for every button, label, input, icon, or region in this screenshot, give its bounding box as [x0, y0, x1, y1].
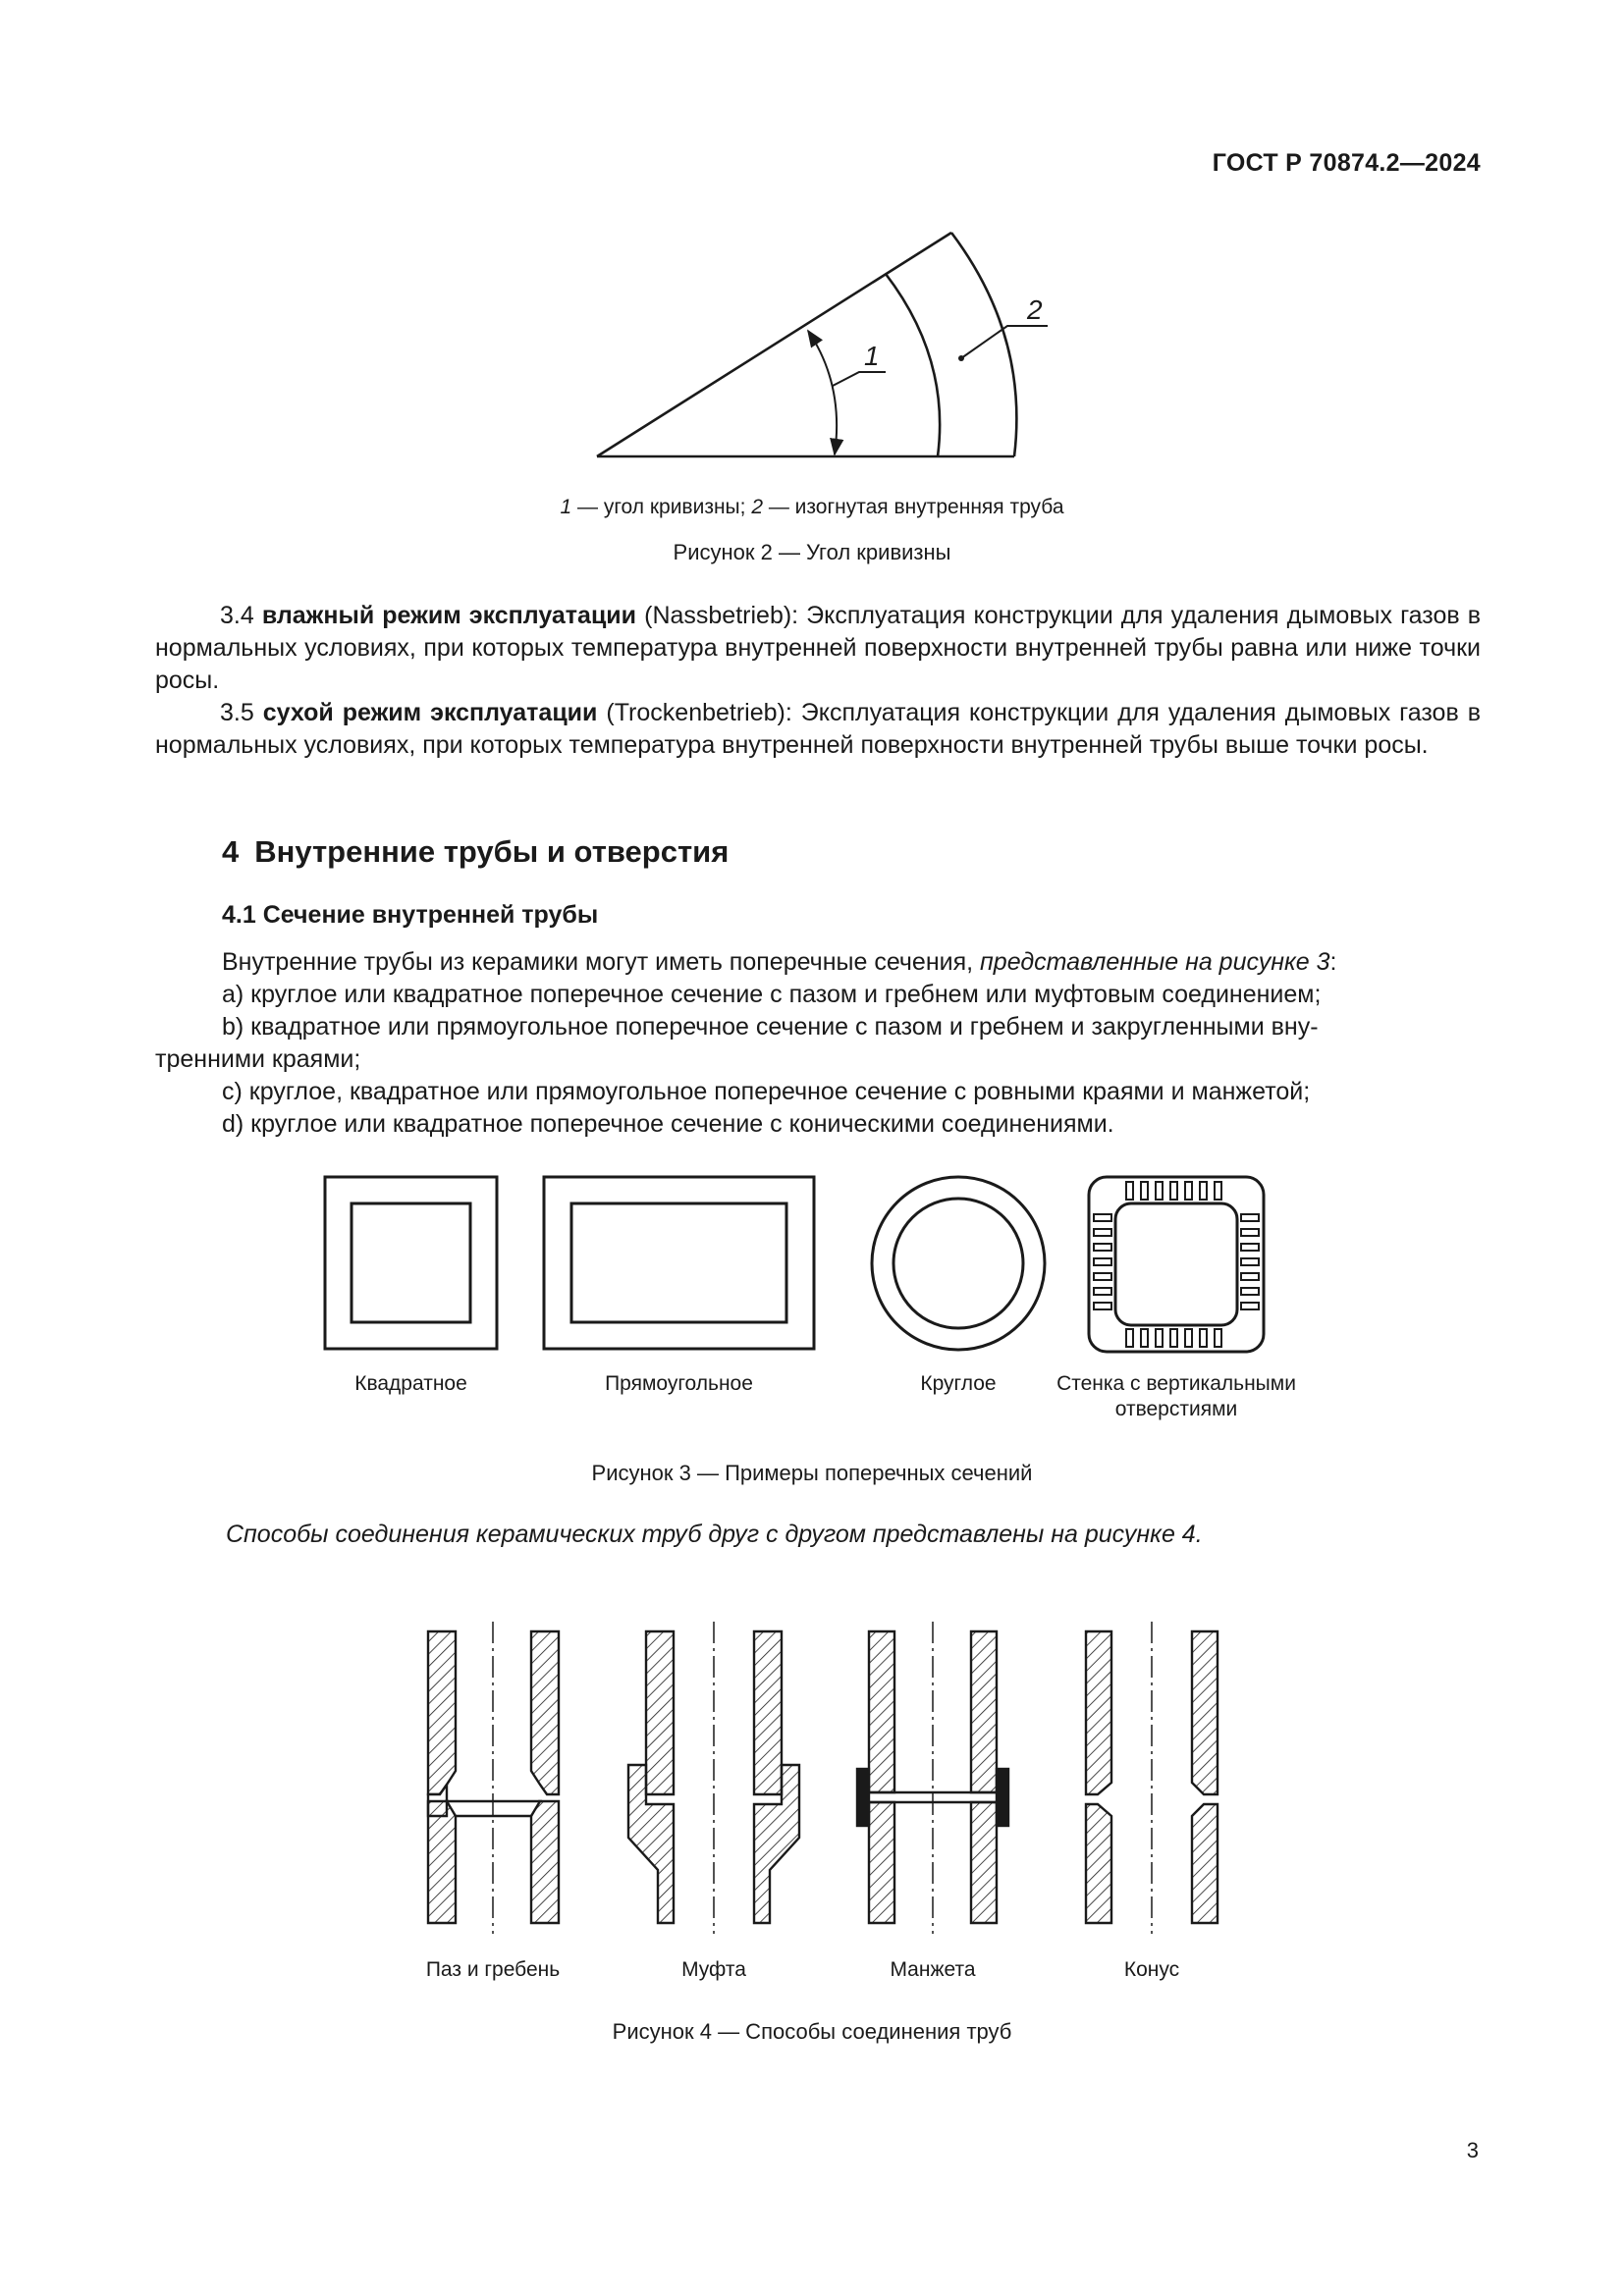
wall-hole: [1094, 1229, 1111, 1236]
figure-4-caption: Рисунок 4 — Способы соединения труб: [612, 2019, 1012, 2044]
wall-hole: [1156, 1329, 1163, 1347]
list-item-d: d) круглое или квадратное поперечное сечение с коническими соединениями.: [222, 1110, 1114, 1138]
shape-label-round: Круглое: [920, 1372, 997, 1395]
label-1: 1: [864, 341, 880, 371]
shape-label-square: Квадратное: [354, 1372, 467, 1395]
wall-hole: [1156, 1182, 1163, 1200]
list-item-b-cont: тренними краями;: [155, 1045, 361, 1073]
wall-hole: [1170, 1329, 1177, 1347]
figure-4-intro: Способы соединения керамических труб друг с другом представлены на рисунке 4.: [226, 1521, 1203, 1548]
wall-hole: [1241, 1214, 1259, 1221]
wall-hole: [1185, 1182, 1192, 1200]
angle-arc: [808, 331, 837, 454]
wall-hole: [1126, 1182, 1133, 1200]
wall-hole: [1241, 1258, 1259, 1265]
wall-hole: [1094, 1273, 1111, 1280]
shape-label-wall: Стенка с вертикальными отверстиями: [1056, 1372, 1296, 1420]
wall-inner: [1115, 1203, 1237, 1325]
wall-hole: [1141, 1182, 1148, 1200]
joint-label-cone: Конус: [1123, 1958, 1180, 1981]
figure-2-legend: 1 — угол кривизны; 2 — изогнутая внутренняя труба: [560, 496, 1064, 518]
wall-hole: [1241, 1244, 1259, 1251]
page-number: 3: [1466, 2138, 1479, 2163]
list-item-a: a) круглое или квадратное поперечное сечение с пазом и гребнем или муфтовым соединением;: [222, 981, 1322, 1008]
label-2: 2: [1027, 294, 1043, 325]
wall-hole: [1241, 1229, 1259, 1236]
leader-1: [833, 372, 886, 386]
wall-hole: [1185, 1329, 1192, 1347]
wall-hole: [1200, 1182, 1207, 1200]
square-inner: [352, 1203, 470, 1322]
wall-hole: [1241, 1288, 1259, 1295]
list-item-b: b) квадратное или прямоугольное поперечное сечение с пазом и гребнем и закругленными вну-: [222, 1013, 1319, 1041]
wall-hole: [1200, 1329, 1207, 1347]
pipe-dot: [958, 355, 964, 361]
round-inner: [893, 1199, 1023, 1328]
wall-hole: [1241, 1273, 1259, 1280]
wall-hole: [1215, 1329, 1221, 1347]
wall-hole: [1094, 1214, 1111, 1221]
figure-2-curvature-diagram: [0, 0, 1624, 510]
wall-hole: [1094, 1288, 1111, 1295]
joint-label-tongue: Паз и гребень: [425, 1958, 561, 1981]
rect-inner: [571, 1203, 786, 1322]
round-outer: [872, 1177, 1045, 1350]
list-item-c: c) круглое, квадратное или прямоугольное поперечное сечение с ровными краями и манжетой;: [222, 1078, 1311, 1105]
definition-3-5: 3.5 сухой режим эксплуатации (Trockenbetrieb): Эксплуатация конструкции для удаления дымовых газов в нормальных условиях, при которых температура внутренней поверхности внутренней трубы выше точки росы.: [155, 699, 1481, 759]
figure-3-cross-sections: [0, 1168, 1624, 1384]
figure-2-caption: Рисунок 2 — Угол кривизны: [673, 540, 951, 564]
wall-hole: [1141, 1329, 1148, 1347]
wall-hole: [1170, 1182, 1177, 1200]
definition-3-4: 3.4 влажный режим эксплуатации (Nassbetrieb): Эксплуатация конструкции для удаления дымовых газов в нормальных условиях, при которых температура внутренней поверхности внутренней трубы равна или ниже точки росы.: [155, 602, 1481, 694]
figure-3-caption: Рисунок 3 — Примеры поперечных сечений: [591, 1461, 1033, 1485]
list-intro: Внутренние трубы из керамики могут иметь поперечные сечения, представленные на рисунке 3:: [222, 948, 1337, 976]
outer-arc: [951, 233, 1016, 456]
wall-hole: [1241, 1303, 1259, 1309]
figure-4-pipe-joints: [0, 1620, 1624, 1953]
section-4-1-heading: 4.1 Сечение внутренней трубы: [222, 901, 599, 929]
wall-hole: [1215, 1182, 1221, 1200]
inner-arc: [886, 274, 940, 456]
wall-hole: [1094, 1244, 1111, 1251]
joint-label-socket: Муфта: [681, 1958, 746, 1981]
joint-label-collar: Манжета: [890, 1958, 976, 1981]
shape-label-rect: Прямоугольное: [605, 1372, 753, 1395]
section-4-1-list: [155, 946, 1481, 1141]
wall-hole: [1094, 1258, 1111, 1265]
wall-hole: [1094, 1303, 1111, 1309]
section-4-heading: 4 Внутренние трубы и отверстия: [222, 834, 730, 869]
wall-hole: [1126, 1329, 1133, 1347]
hypotenuse: [597, 233, 951, 456]
standard-code: ГОСТ Р 70874.2—2024: [1212, 149, 1481, 177]
